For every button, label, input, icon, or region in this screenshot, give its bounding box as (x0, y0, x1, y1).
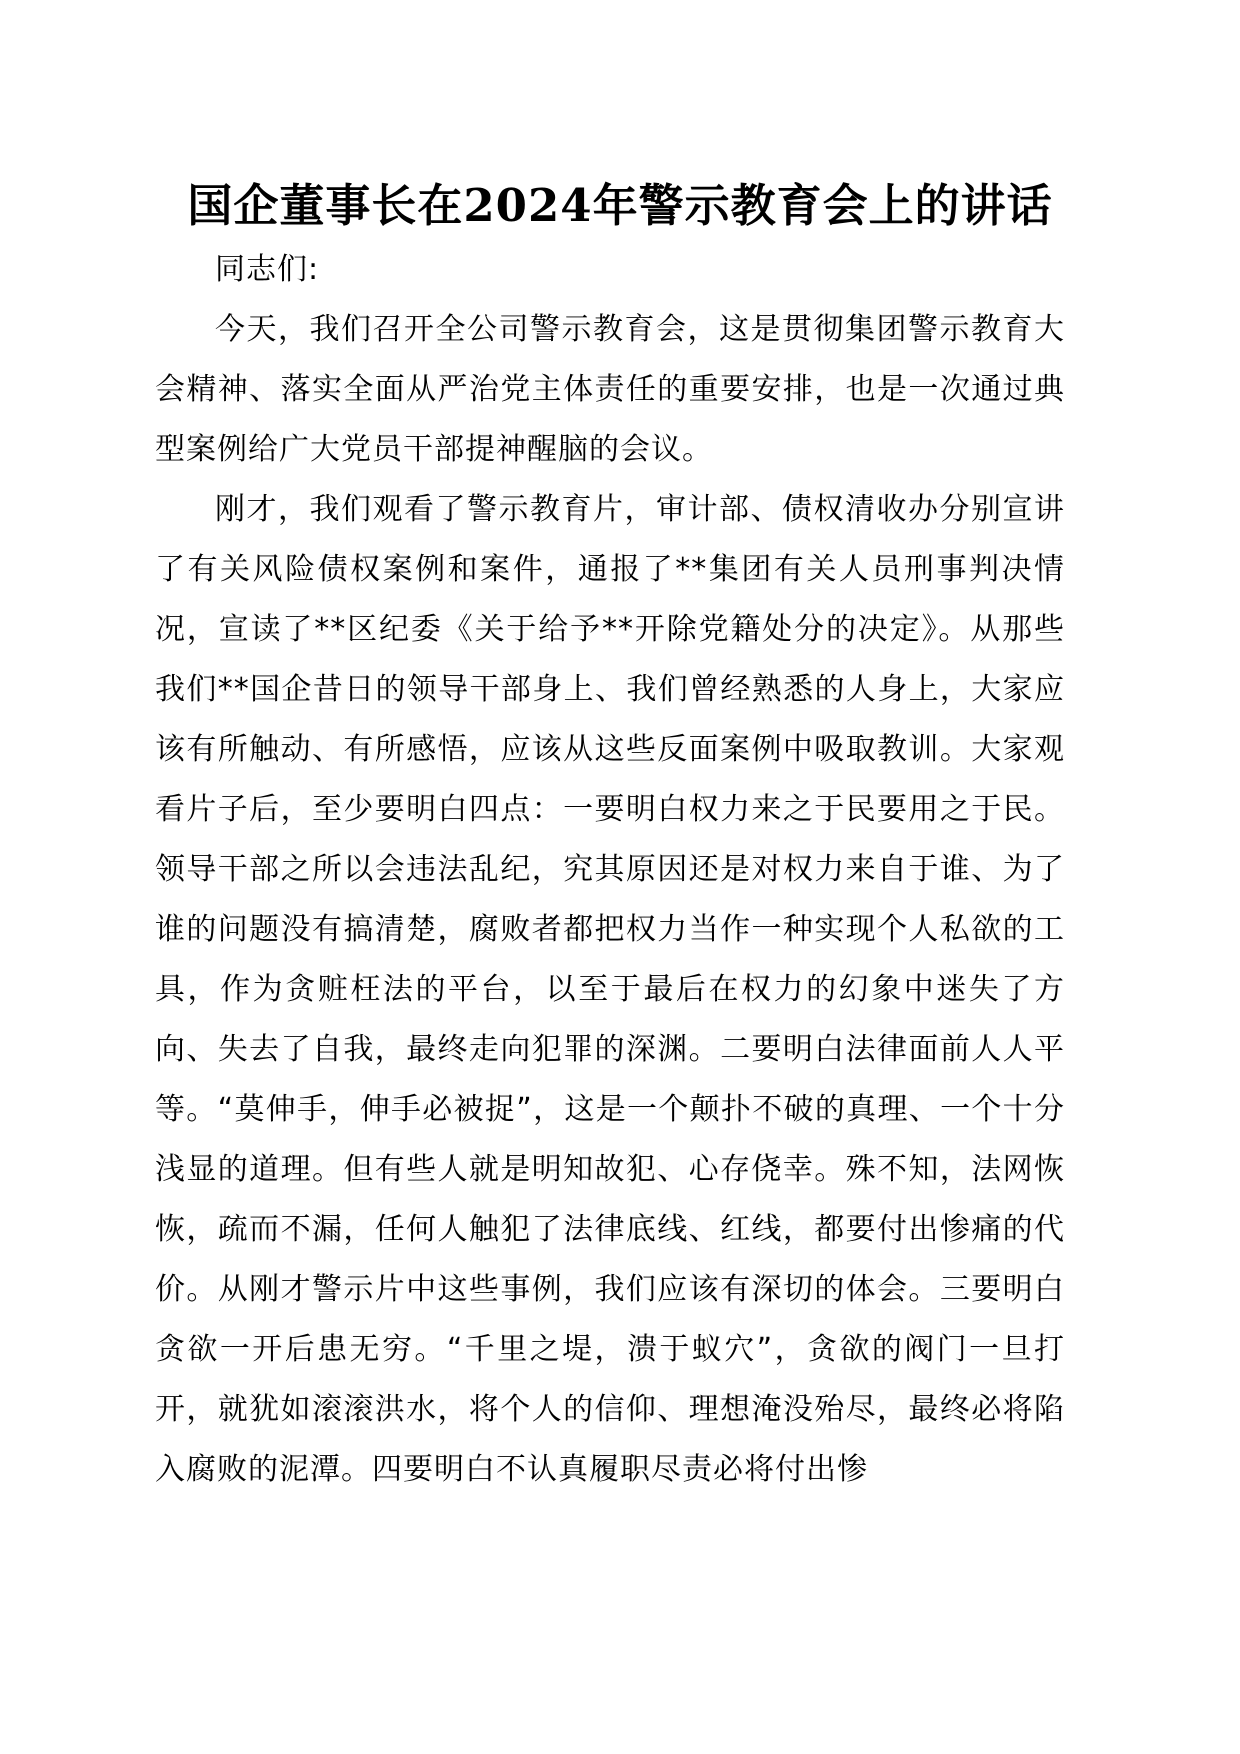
salutation: 同志们: (215, 252, 320, 287)
document-body (155, 240, 1065, 1500)
document-title: 国企董事长在2024年警示教育会上的讲话 (187, 179, 1053, 232)
paragraph-2: 刚才，我们观看了警示教育片，审计部、债权清收办分别宣讲了有关风险债权案例和案件，通报了**集团有关人员刑事判决情况，宣读了**区纪委《关于给予**开除党籍处分的决定》。从那些我们**国企昔日的领导干部身上、我们曾经熟悉的人身上，大家应该有所触动、有所感悟，应该从这些反面案例中吸取教训。大家观看片子后，至少要明白四点：一要明白权力来之于民要用之于民。领导干部之所以会违法乱纪，究其原因还是对权力来自于谁、为了谁的问题没有搞清楚，腐败者都把权力当作一种实现个人私欲的工具，作为贪赃枉法的平台，以至于最后在权力的幻象中迷失了方向、失去了自我，最终走向犯罪的深渊。二要明白法律面前人人平等。“莫伸手，伸手必被捉”，这是一个颠扑不破的真理、一个十分浅显的道理。但有些人就是明知故犯、心存侥幸。殊不知，法网恢恢，疏而不漏，任何人触犯了法律底线、红线，都要付出惨痛的代价。从刚才警示片中这些事例，我们应该有深切的体会。三要明白贪欲一开后患无穷。“千里之堤，溃于蚁穴”，贪欲的阀门一旦打开，就犹如滚滚洪水，将个人的信仰、理想淹没殆尽，最终必将陷入腐败的泥潭。四要明白不认真履职尽责必将付出惨 (155, 492, 1065, 1487)
paragraph-1: 今天，我们召开全公司警示教育会，这是贯彻集团警示教育大会精神、落实全面从严治党主体责任的重要安排，也是一次通过典型案例给广大党员干部提神醒脑的会议。 (155, 312, 1065, 467)
